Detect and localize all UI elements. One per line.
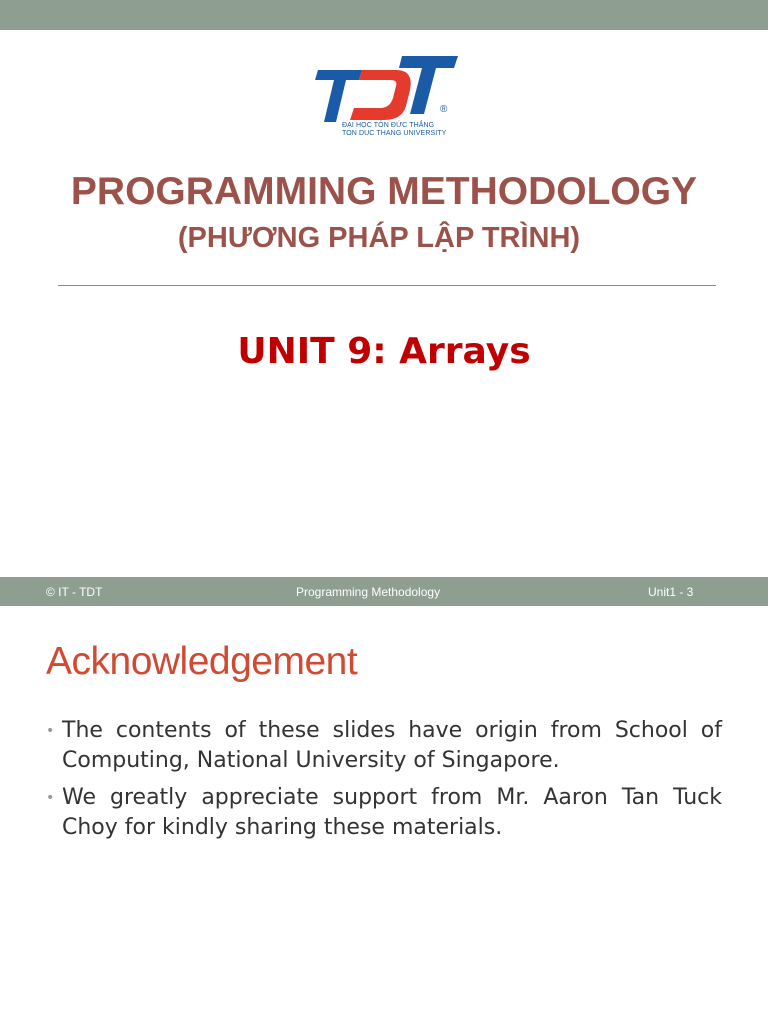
footer-page-number: Unit1 - 3 <box>648 585 694 599</box>
title-divider <box>58 285 716 286</box>
course-subtitle-vietnamese: (PHƯƠNG PHÁP LẬP TRÌNH) <box>177 222 581 254</box>
list-item <box>46 716 722 776</box>
list-item-text: The contents of these slides have origin from School of Computing, National University of Singapore. <box>62 718 722 773</box>
list-item-text: We greatly appreciate support from Mr. Aaron Tan Tuck Choy for kindly sharing these materials. <box>62 785 722 840</box>
footer-copyright: © IT - TDT <box>46 585 103 599</box>
top-header-band <box>0 0 768 30</box>
acknowledgement-list <box>46 716 722 850</box>
unit-title: UNIT 9: Arrays <box>237 331 531 372</box>
bullet-icon: • <box>46 723 55 739</box>
university-logo <box>306 54 466 142</box>
list-item <box>46 783 722 843</box>
footer-course-name: Programming Methodology <box>296 585 441 599</box>
registered-mark: ® <box>440 104 448 115</box>
acknowledgement-heading: Acknowledgement <box>46 640 358 683</box>
logo-name-vietnamese: ĐẠI HỌC TÔN ĐỨC THẮNG <box>342 122 435 129</box>
bullet-icon: • <box>46 790 55 806</box>
course-title: PROGRAMMING METHODOLOGY <box>70 170 698 213</box>
slide-footer <box>0 577 768 606</box>
logo-name-english: TON DUC THANG UNIVERSITY <box>342 130 447 137</box>
